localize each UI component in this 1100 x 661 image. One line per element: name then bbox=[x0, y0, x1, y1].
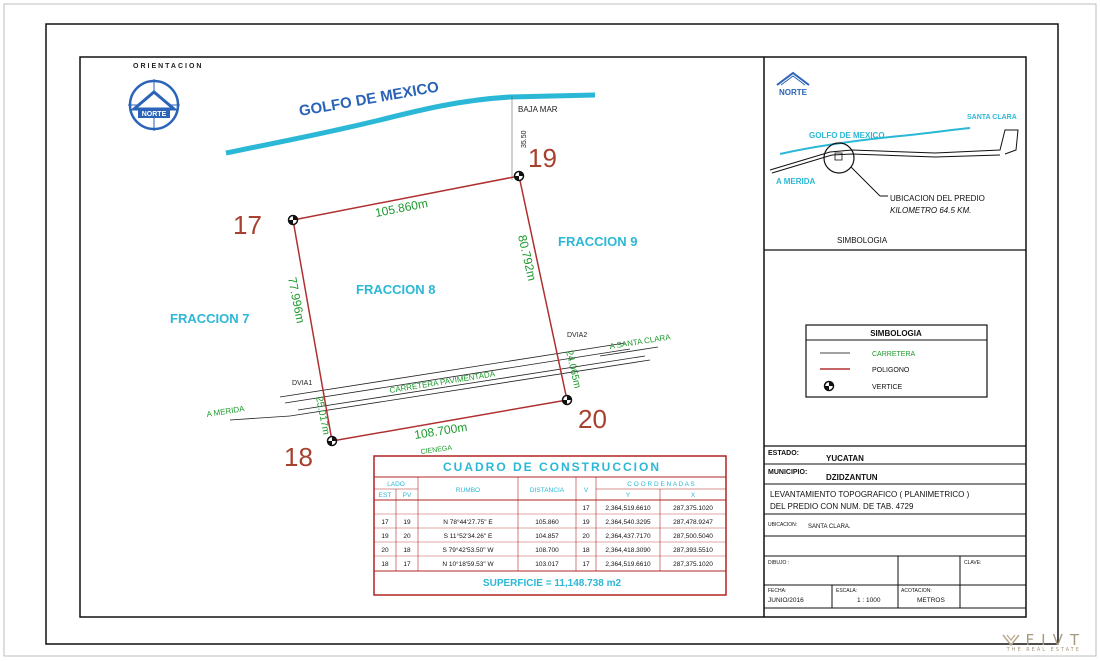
golfo-mini-label: GOLFO DE MEXICO bbox=[809, 131, 885, 140]
svg-text:2,364,418.3090: 2,364,418.3090 bbox=[605, 547, 651, 554]
superficie: SUPERFICIE = 11,148.738 m2 bbox=[482, 578, 622, 589]
municipio-value: DZIDZANTUN bbox=[826, 473, 878, 482]
legend-title: SIMBOLOGIA bbox=[870, 329, 922, 338]
svg-text:20: 20 bbox=[381, 547, 389, 554]
description-line-2: DEL PREDIO CON NUM. DE TAB. 4729 bbox=[770, 502, 914, 511]
svg-text:20: 20 bbox=[582, 533, 590, 540]
a-merida-mini-label: A MERIDA bbox=[776, 177, 816, 186]
svg-text:20: 20 bbox=[403, 533, 411, 540]
road-distance-left: 25.017m bbox=[313, 395, 332, 436]
svg-text:18: 18 bbox=[403, 547, 411, 554]
estado-value: YUCATAN bbox=[826, 454, 864, 463]
brand-tagline: THE REAL ESTATE bbox=[1006, 647, 1081, 653]
simbologia-heading: SIMBOLOGIA bbox=[837, 236, 888, 245]
col-est: EST bbox=[378, 492, 392, 499]
svg-text:N 78°44'27.75" E: N 78°44'27.75" E bbox=[443, 519, 493, 526]
svg-text:287,393.5510: 287,393.5510 bbox=[673, 547, 713, 554]
ubicacion-label: UBICACION: bbox=[768, 522, 798, 528]
svg-text:104.857: 104.857 bbox=[535, 533, 559, 540]
col-pv: PV bbox=[402, 492, 412, 499]
road-label: CARRETERA PAVIMENTADA bbox=[388, 369, 496, 395]
svg-text:19: 19 bbox=[582, 519, 590, 526]
col-v: V bbox=[583, 487, 589, 494]
estado-label: ESTADO: bbox=[768, 450, 799, 457]
vertex-label-17: 17 bbox=[233, 210, 262, 240]
ubicacion-predio: UBICACION DEL PREDIO bbox=[890, 194, 985, 203]
dvia1-label: DVIA1 bbox=[292, 380, 313, 387]
legend-item-poligono: POLIGONO bbox=[872, 367, 910, 374]
legend bbox=[806, 325, 987, 397]
gulf-label: GOLFO DE MEXICO bbox=[297, 78, 441, 120]
north-logo-text: NORTE bbox=[141, 111, 167, 118]
vertex-label-18: 18 bbox=[284, 442, 313, 472]
north-logo-icon bbox=[128, 79, 180, 131]
fraccion-7-label: FRACCION 7 bbox=[170, 311, 250, 326]
svg-text:17: 17 bbox=[582, 505, 590, 512]
svg-text:287,478.9247: 287,478.9247 bbox=[673, 519, 713, 526]
col-y: Y bbox=[625, 492, 631, 499]
col-lado: LADO bbox=[387, 481, 405, 488]
clave-label: CLAVE: bbox=[964, 560, 982, 566]
fraccion-9-label: FRACCION 9 bbox=[558, 234, 638, 249]
svg-text:103.017: 103.017 bbox=[535, 561, 559, 568]
svg-text:2,364,437.7170: 2,364,437.7170 bbox=[605, 533, 651, 540]
road-distance-right: 24.065m bbox=[563, 349, 583, 390]
svg-text:NORTE: NORTE bbox=[779, 88, 807, 97]
baja-mar-label: BAJA MAR bbox=[518, 105, 558, 114]
orientation-title: ORIENTACION bbox=[133, 63, 204, 70]
svg-text:108.700: 108.700 bbox=[535, 547, 559, 554]
description-line-1: LEVANTAMIENTO TOPOGRAFICO ( PLANIMETRICO ) bbox=[770, 490, 970, 499]
offset-distance: 35.50 bbox=[521, 130, 528, 148]
svg-text:105.860: 105.860 bbox=[535, 519, 559, 526]
svg-text:18: 18 bbox=[381, 561, 389, 568]
dibujo-label: DIBUJO : bbox=[768, 560, 790, 566]
watermark bbox=[1002, 631, 1086, 653]
svg-text:S 79°42'53.50" W: S 79°42'53.50" W bbox=[442, 547, 494, 554]
side-left-length: 77.996m bbox=[285, 275, 308, 325]
side-top-length: 105.860m bbox=[373, 196, 429, 220]
svg-text:287,375.1020: 287,375.1020 bbox=[673, 505, 713, 512]
acotacion-value: METROS bbox=[917, 597, 945, 604]
kilometro: KILOMETRO 64.5 KM. bbox=[890, 206, 972, 215]
brand-name: FIVT bbox=[1025, 631, 1086, 649]
property-polygon bbox=[293, 176, 567, 441]
svg-text:2,364,519.6610: 2,364,519.6610 bbox=[605, 561, 651, 568]
vertex-marker-17 bbox=[289, 216, 298, 225]
col-x: X bbox=[690, 492, 696, 499]
escala-value: 1 : 1000 bbox=[857, 597, 881, 604]
svg-text:17: 17 bbox=[582, 561, 590, 568]
brand-logo-icon bbox=[1002, 633, 1020, 647]
location-map bbox=[770, 73, 1018, 245]
table-title: CUADRO DE CONSTRUCCION bbox=[443, 460, 661, 474]
svg-text:287,500.5040: 287,500.5040 bbox=[673, 533, 713, 540]
fraccion-8-label: FRACCION 8 bbox=[356, 282, 436, 297]
svg-text:18: 18 bbox=[582, 547, 590, 554]
side-right-length: 80.792m bbox=[515, 233, 540, 283]
escala-label: ESCALA: bbox=[836, 588, 858, 594]
svg-text:19: 19 bbox=[403, 519, 411, 526]
acotacion-label: ACOTACION: bbox=[901, 588, 932, 594]
col-rumbo: RUMBO bbox=[455, 487, 481, 494]
norte-small-icon bbox=[777, 73, 809, 97]
ubicacion-value: SANTA CLARA. bbox=[808, 524, 851, 530]
legend-item-carretera: CARRETERA bbox=[872, 351, 916, 358]
vertex-label-19: 19 bbox=[528, 143, 557, 173]
col-distancia: DISTANCIA bbox=[529, 487, 565, 494]
dvia2-label: DVIA2 bbox=[567, 332, 588, 339]
vertex-marker-18 bbox=[328, 437, 337, 446]
to-merida-label: A MERIDA bbox=[205, 404, 246, 419]
vertex-marker-19 bbox=[515, 172, 524, 181]
svg-text:2,364,540.3295: 2,364,540.3295 bbox=[605, 519, 651, 526]
svg-text:19: 19 bbox=[381, 533, 389, 540]
svg-text:S 11°52'34.26" E: S 11°52'34.26" E bbox=[443, 533, 493, 540]
svg-text:2,364,519.6610: 2,364,519.6610 bbox=[605, 505, 651, 512]
santa-clara-mini-label: SANTA CLARA bbox=[967, 114, 1017, 121]
svg-text:287,375.1020: 287,375.1020 bbox=[673, 561, 713, 568]
side-bottom-length: 108.700m bbox=[413, 419, 469, 442]
legend-item-vertice: VERTICE bbox=[872, 384, 903, 391]
to-santa-clara-label: A SANTA CLARA bbox=[608, 332, 672, 351]
municipio-label: MUNICIPIO: bbox=[768, 469, 808, 476]
col-coordenadas: C O O R D E N A D A S bbox=[627, 481, 695, 488]
title-block bbox=[764, 450, 1026, 608]
svg-text:17: 17 bbox=[381, 519, 389, 526]
vertex-icon bbox=[825, 382, 834, 391]
cienega-label: CIENEGA bbox=[420, 444, 453, 456]
construction-table bbox=[374, 456, 726, 595]
vertex-marker-20 bbox=[563, 396, 572, 405]
fecha-label: FECHA: bbox=[768, 588, 787, 594]
svg-text:N 10°18'59.53" W: N 10°18'59.53" W bbox=[442, 561, 494, 568]
svg-text:17: 17 bbox=[403, 561, 411, 568]
fecha-value: JUNIO/2016 bbox=[768, 597, 804, 604]
vertex-label-20: 20 bbox=[578, 404, 607, 434]
